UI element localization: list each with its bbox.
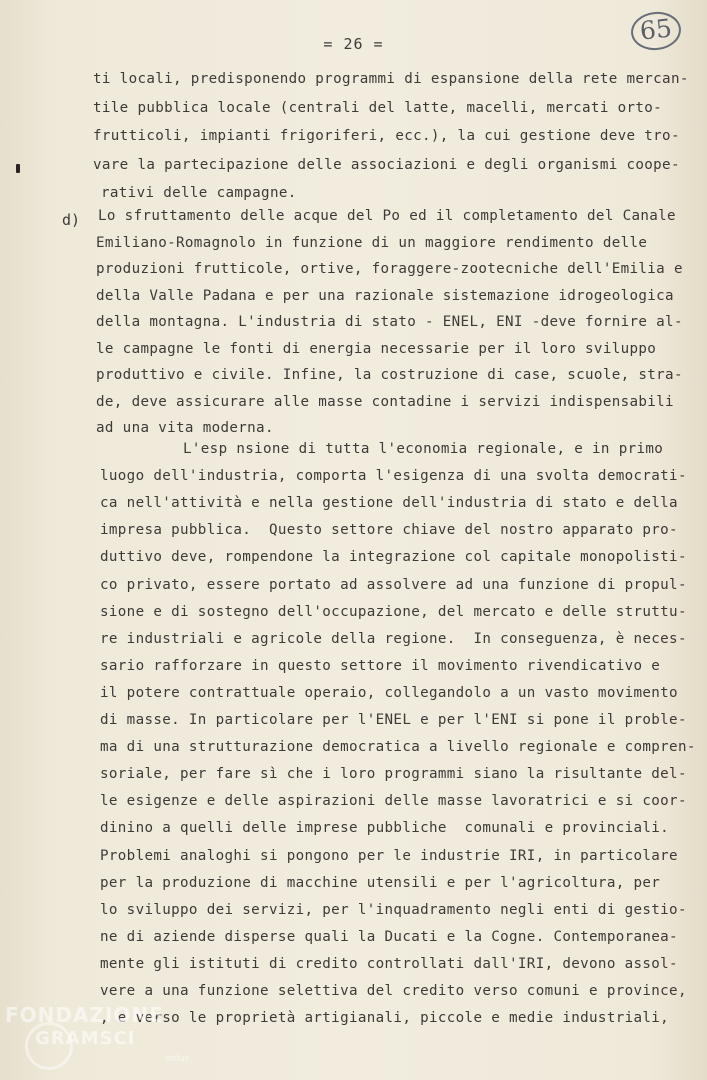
text-line: il potere contrattuale operaio, collegandolo a un vasto movimento	[100, 684, 678, 701]
text-line: ad una vita moderna.	[96, 420, 274, 436]
text-line: Problemi analoghi si pongono per le industrie IRI, in particolare	[100, 847, 678, 864]
margin-ink-mark	[16, 164, 20, 173]
text-line: le esigenze e delle aspirazioni delle masse lavoratrici e si coor-	[100, 793, 687, 810]
text-line: tile pubblica locale (centrali del latte, macelli, mercati orto-	[93, 99, 663, 116]
text-line: Emiliano-Romagnolo in funzione di un maggiore rendimento delle	[96, 234, 648, 251]
watermark-sub: onlus	[165, 1054, 190, 1064]
text-line: rativi delle campagne.	[101, 185, 297, 202]
watermark-line-2: GRAMSCI	[35, 1028, 136, 1049]
text-line: della montagna. L'industria di stato - ENEL, ENI -deve fornire al-	[96, 314, 683, 330]
text-line: impresa pubblica. Questo settore chiave del nostro apparato pro-	[100, 522, 678, 539]
text-line: , e verso le proprietà artigianali, piccole e medie industriali,	[100, 1010, 670, 1027]
text-line: co privato, essere portato ad assolvere ad una funzione di propul-	[100, 576, 687, 593]
text-line: vare la partecipazione delle associazioni e degli organismi coope-	[93, 156, 680, 173]
text-line: sione e di sostegno dell'occupazione, del mercato e delle struttu-	[100, 603, 687, 620]
text-line: di masse. In particolare per l'ENEL e per l'ENI si pone il proble-	[100, 712, 687, 728]
text-line: le campagne le fonti di energia necessarie per il loro sviluppo	[96, 340, 657, 357]
text-line: produzioni frutticole, ortive, foraggere-zootecniche dell'Emilia e	[96, 261, 683, 277]
text-line: frutticoli, impianti frigoriferi, ecc.), la cui gestione deve tro-	[93, 128, 680, 145]
text-line: ne di aziende disperse quali la Ducati e la Cogne. Contemporanea-	[100, 928, 678, 945]
item-letter-d: d)	[62, 211, 81, 229]
text-line: mente gli istituti di credito controllati dall'IRI, devono assol-	[100, 955, 678, 972]
text-line: produttivo e civile. Infine, la costruzione di case, scuole, stra-	[96, 367, 683, 383]
text-line: per la produzione di macchine utensili e per l'agricoltura, per	[100, 874, 661, 891]
text-line: soriale, per fare sì che i loro programmi siano la risultante del-	[100, 766, 687, 783]
text-line: vere a una funzione selettiva del credito verso comuni e province,	[100, 983, 687, 999]
text-line: luogo dell'industria, comporta l'esigenza di una svolta democrati-	[100, 468, 687, 485]
text-line: lo sviluppo dei servizi, per l'inquadramento negli enti di gestio-	[100, 901, 687, 918]
text-line: L'esp nsione di tutta l'economia regionale, e in primo	[183, 441, 664, 457]
text-line: re industriali e agricole della regione. In conseguenza, è neces-	[100, 630, 687, 647]
watermark-line-1: FONDAZIONE	[5, 1003, 164, 1027]
text-line: ma di una strutturazione democratica a livello regionale e compren-	[100, 739, 696, 756]
text-line: Lo sfruttamento delle acque del Po ed il completamento del Canale	[98, 208, 676, 224]
text-line: dinino a quelli delle imprese pubbliche comunali e provinciali.	[100, 820, 670, 837]
text-line: ti locali, predisponendo programmi di espansione della rete mercan-	[93, 71, 689, 87]
text-line: de, deve assicurare alle masse contadine i servizi indispensabili	[96, 393, 674, 410]
page-number: = 26 =	[323, 35, 384, 53]
text-line: sario rafforzare in questo settore il movimento rivendicativo e	[100, 657, 661, 674]
text-line: ca nell'attività e nella gestione dell'industria di stato e della	[100, 495, 678, 512]
text-line: duttivo deve, rompendone la integrazione col capitale monopolisti-	[100, 549, 687, 566]
text-line: della Valle Padana e per una razionale sistemazione idrogeologica	[96, 287, 674, 304]
archive-number-stamp: 65	[629, 9, 683, 52]
fondazione-gramsci-watermark	[5, 998, 205, 1078]
